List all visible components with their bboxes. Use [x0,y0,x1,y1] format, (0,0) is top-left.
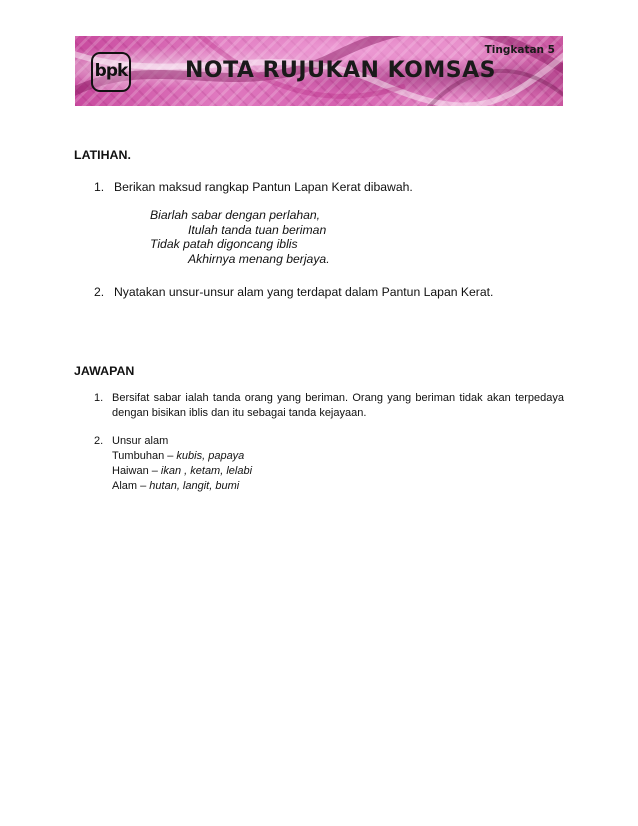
poem-line: Tidak patah digoncang iblis [150,237,298,251]
question-list [74,285,564,300]
bpk-logo [91,52,131,92]
header-banner [75,36,563,106]
element-values: hutan, langit, bumi [149,480,240,492]
question-item [74,180,564,195]
element-values: kubis, papaya [176,450,245,462]
question-list [74,180,564,195]
nature-element-row [112,479,564,494]
element-values: ikan , ketam, lelabi [160,465,253,477]
question-item [74,285,564,300]
level-label: Tingkatan 5 [484,44,555,56]
document-content [74,148,564,494]
pantun-stanza [150,208,564,266]
element-category: Haiwan – [112,465,161,477]
question-number: 2. [94,285,105,299]
element-category: Tumbuhan – [112,450,177,462]
nature-element-row [112,464,564,479]
answer-list [74,391,564,494]
poem-line: Akhirnya menang berjaya. [188,251,330,266]
answer-item [74,434,564,494]
element-category: Alam – [112,480,150,492]
nature-element-row [112,449,564,464]
logo-text: bpk [94,61,128,81]
jawapan-heading: JAWAPAN [74,364,135,378]
question-number: 1. [94,180,105,194]
answer-number: 1. [94,392,104,404]
question-text: Nyatakan unsur-unsur alam yang terdapat dalam Pantun Lapan Kerat. [114,285,494,299]
answer-number: 2. [94,435,104,447]
answer-item [74,391,564,421]
answer-text: Bersifat sabar ialah tanda orang yang beriman. Orang yang beriman tidak akan terpedaya dengan bisikan iblis dan itu sebagai tanda kejayaan. [112,392,564,419]
poem-line: Itulah tanda tuan beriman [188,222,327,237]
answer-title: Unsur alam [112,435,169,447]
poem-line: Biarlah sabar dengan perlahan, [150,208,321,222]
latihan-heading: LATIHAN. [74,148,131,162]
banner-title: NOTA RUJUKAN KOMSAS [185,58,496,83]
question-text: Berikan maksud rangkap Pantun Lapan Kerat dibawah. [114,180,413,194]
